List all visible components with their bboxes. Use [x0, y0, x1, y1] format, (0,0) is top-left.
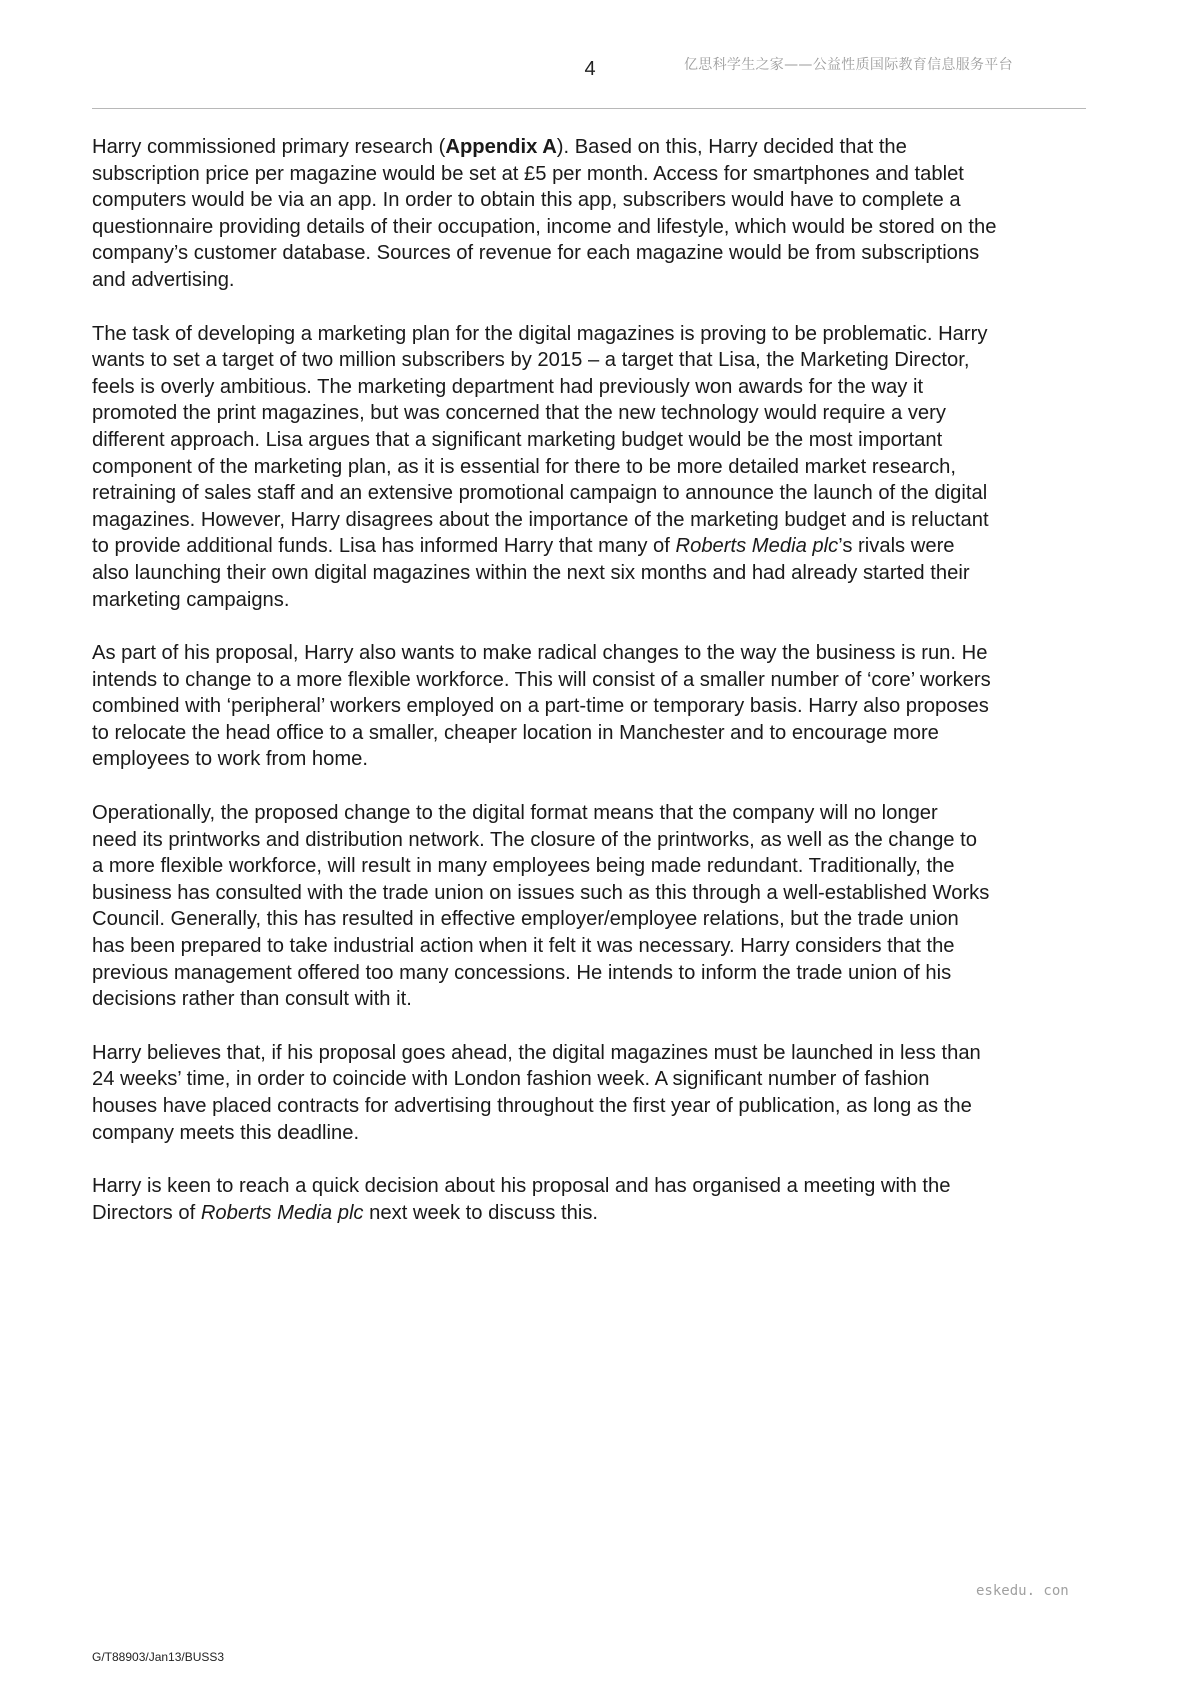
text-run: The task of developing a marketing plan for the digital magazines is proving to be problematic. Harry [92, 322, 988, 345]
text-line [92, 720, 1092, 747]
text-line [92, 240, 1092, 267]
italic-text: Roberts Media plc [675, 535, 839, 558]
text-run: component of the marketing plan, as it is essential for there to be more detailed market research, [92, 455, 957, 478]
text-line [92, 746, 1092, 773]
text-line [92, 640, 1092, 667]
text-line [92, 400, 1092, 427]
text-run: next week to discuss this. [363, 1201, 599, 1224]
text-line [92, 986, 1092, 1013]
text-line [92, 454, 1092, 481]
text-line [92, 321, 1092, 348]
text-run: houses have placed contracts for advertising throughout the first year of publication, as long as the [92, 1095, 972, 1117]
text-run: Directors of [92, 1201, 201, 1224]
text-line [92, 1173, 1092, 1200]
text-line [92, 906, 1092, 933]
paragraph [92, 800, 1092, 1013]
text-run: ). Based on this, Harry decided that the [556, 136, 907, 158]
text-line [92, 853, 1092, 880]
text-run: questionnaire providing details of their occupation, income and lifestyle, which would be stored on the [92, 215, 997, 238]
header-divider [92, 108, 1086, 109]
text-line [92, 427, 1092, 454]
body-text [92, 134, 1092, 1253]
text-run: feels is overly ambitious. The marketing department had previously won awards for the way it [92, 375, 924, 398]
paragraph [92, 321, 1092, 614]
paragraph [92, 1173, 1092, 1226]
text-line [92, 507, 1092, 534]
text-run: company’s customer database. Sources of revenue for each magazine would be from subscriptions [92, 242, 980, 265]
text-run: wants to set a target of two million subscribers by 2015 – a target that Lisa, the Marketing Director, [92, 349, 970, 372]
paragraph [92, 1040, 1092, 1146]
text-line [92, 1040, 1092, 1067]
text-line [92, 214, 1092, 241]
text-line [92, 1093, 1092, 1120]
text-run: Council. Generally, this has resulted in effective employer/employee relations, but the trade union [92, 908, 959, 931]
text-run: to provide additional funds. Lisa has informed Harry that many of [92, 535, 676, 558]
text-run: decisions rather than consult with it. [92, 988, 412, 1011]
text-line [92, 1066, 1092, 1093]
text-run: different approach. Lisa argues that a significant marketing budget would be the most important [92, 428, 943, 451]
text-run: Harry commissioned primary research ( [92, 136, 446, 158]
text-line [92, 374, 1092, 401]
text-line [92, 1120, 1092, 1147]
text-run: ’s rivals were [838, 535, 955, 558]
text-run: combined with ‘peripheral’ workers employed on a part-time or temporary basis. Harry also proposes [92, 695, 989, 718]
text-line [92, 533, 1092, 560]
text-run: previous management offered too many concessions. He intends to inform the trade union of his [92, 961, 952, 984]
text-run: to relocate the head office to a smaller, cheaper location in Manchester and to encourage more [92, 721, 939, 744]
text-line [92, 347, 1092, 374]
text-run: Harry is keen to reach a quick decision about his proposal and has organised a meeting with the [92, 1175, 951, 1198]
text-line [92, 960, 1092, 987]
text-run: intends to change to a more flexible workforce. This will consist of a smaller number of ‘core’ workers [92, 668, 991, 691]
text-line [92, 827, 1092, 854]
text-run: need its printworks and distribution network. The closure of the printworks, as well as the change to [92, 828, 977, 851]
text-run: marketing campaigns. [92, 588, 290, 611]
text-run: subscription price per magazine would be set at £5 per month. Access for smartphones and tablet [92, 162, 964, 185]
paragraph [92, 134, 1092, 294]
italic-text: Roberts Media plc [200, 1201, 364, 1224]
text-run: has been prepared to take industrial action when it felt it was necessary. Harry considers that the [92, 935, 955, 958]
text-line [92, 560, 1092, 587]
text-run: Operationally, the proposed change to the digital format means that the company will no longer [92, 802, 938, 825]
text-line [92, 267, 1092, 294]
text-run: employees to work from home. [92, 748, 369, 771]
text-line [92, 161, 1092, 188]
text-line [92, 134, 1092, 161]
text-line [92, 933, 1092, 960]
text-line [92, 480, 1092, 507]
text-run: a more flexible workforce, will result in many employees being made redundant. Traditionally, the [92, 855, 955, 878]
text-line [92, 800, 1092, 827]
page-number: 4 [584, 58, 596, 80]
text-line [92, 693, 1092, 720]
text-run: business has consulted with the trade union on issues such as this through a well-established Works [92, 881, 990, 904]
text-run: magazines. However, Harry disagrees about the importance of the marketing budget and is reluctant [92, 508, 989, 531]
watermark: eskedu. con [976, 1583, 1069, 1599]
text-run: retraining of sales staff and an extensive promotional campaign to announce the launch of the digital [92, 482, 988, 505]
text-line [92, 1200, 1092, 1227]
text-run: 24 weeks’ time, in order to coincide with London fashion week. A significant number of fashion [92, 1068, 930, 1091]
site-banner: 亿思科学生之家——公益性质国际教育信息服务平台 [684, 57, 1013, 73]
text-run: also launching their own digital magazines within the next six months and had already started their [92, 561, 970, 584]
text-run: computers would be via an app. In order to obtain this app, subscribers would have to complete a [92, 189, 961, 212]
text-line [92, 187, 1092, 214]
text-run: As part of his proposal, Harry also wants to make radical changes to the way the business is run. He [92, 642, 988, 665]
document-code: G/T88903/Jan13/BUSS3 [92, 1650, 225, 1664]
text-line [92, 667, 1092, 694]
text-line [92, 587, 1092, 614]
text-line [92, 880, 1092, 907]
paragraph [92, 640, 1092, 773]
bold-text: Appendix A [445, 136, 557, 158]
text-run: Harry believes that, if his proposal goes ahead, the digital magazines must be launched in less than [92, 1041, 981, 1064]
text-run: and advertising. [92, 268, 235, 291]
text-run: company meets this deadline. [92, 1121, 360, 1144]
text-run: promoted the print magazines, but was concerned that the new technology would require a very [92, 402, 946, 425]
